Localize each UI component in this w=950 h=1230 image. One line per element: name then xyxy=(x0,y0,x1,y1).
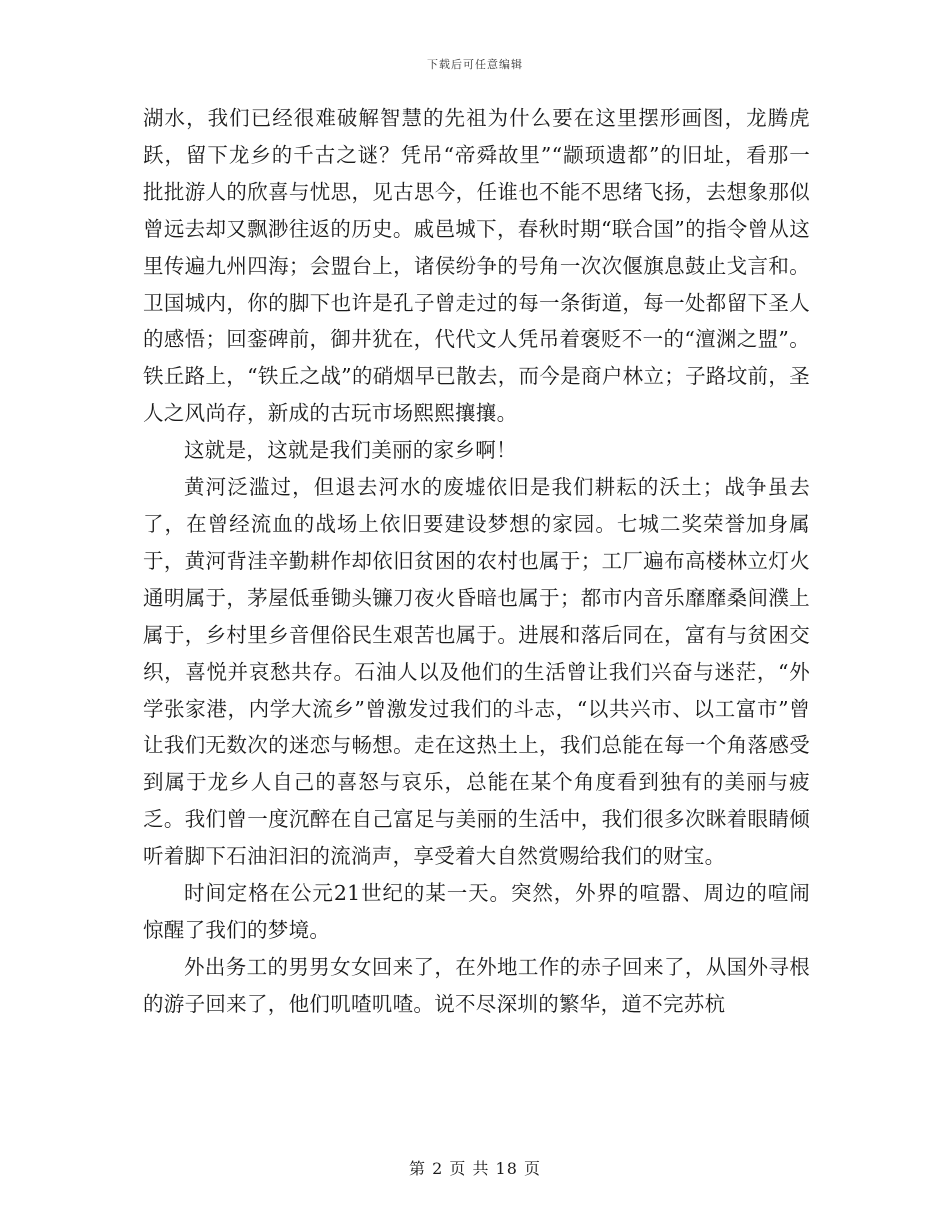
document-body xyxy=(143,100,810,1023)
paragraph-2: 这就是，这就是我们美丽的家乡啊！ xyxy=(184,438,517,463)
page-footer-number: 第 2 页 共 18 页 xyxy=(409,1159,541,1178)
page-header-note: 下载后可任意编辑 xyxy=(427,58,523,71)
paragraph-4: 时间定格在公元21世纪的某一天。突然，外界的喧嚣、周边的喧闹惊醒了我们的梦境。 xyxy=(143,881,810,942)
paragraph-3: 黄河泛滥过，但退去河水的废墟依旧是我们耕耘的沃土；战争虽去了，在曾经流血的战场上依旧要建设梦想的家园。七城二奖荣誉加身属于，黄河背洼辛勤耕作却依旧贫困的农村也属于；工厂遍布高楼林立灯火通明属于，茅屋低垂锄头镰刀夜火昏暗也属于；都市内音乐靡靡桑间濮上属于，乡村里乡音俚俗民生艰苦也属于。进展和落后同在，富有与贫困交织，喜悦并哀愁共存。石油人以及他们的生活曾让我们兴奋与迷茫，“外学张家港，内学大流乡”曾激发过我们的斗志，“以共兴市、以工富市”曾让我们无数次的迷恋与畅想。走在这热土上，我们总能在每一个角落感受到属于龙乡人自己的喜怒与哀乐，总能在某个角度看到独有的美丽与疲乏。我们曾一度沉醉在自己富足与美丽的生活中，我们很多次眯着眼睛倾听着脚下石油汩汩的流淌声，享受着大自然赏赐给我们的财宝。 xyxy=(143,475,810,869)
paragraph-5: 外出务工的男男女女回来了，在外地工作的赤子回来了，从国外寻根的游子回来了，他们叽喳叽喳。说不尽深圳的繁华，道不完苏杭 xyxy=(143,954,810,1016)
paragraph-1: 湖水，我们已经很难破解智慧的先祖为什么要在这里摆形画图，龙腾虎跃，留下龙乡的千古之谜？凭吊“帝舜故里”“颛顼遗都”的旧址，看那一批批游人的欣喜与忧思，见古思今，任谁也不能不思绪飞扬，去想象那似曾远去却又飘渺往返的历史。戚邑城下，春秋时期“联合国”的指令曾从这里传遍九州四海；会盟台上，诸侯纷争的号角一次次偃旗息鼓止戈言和。卫国城内，你的脚下也许是孔子曾走过的每一条街道，每一处都留下圣人的感悟；回銮碑前，御井犹在，代代文人凭吊着褒贬不一的“澶渊之盟”。铁丘路上，“铁丘之战”的硝烟早已散去，而今是商户林立；子路坟前，圣人之风尚存，新成的古玩市场熙熙攘攘。 xyxy=(143,106,810,426)
